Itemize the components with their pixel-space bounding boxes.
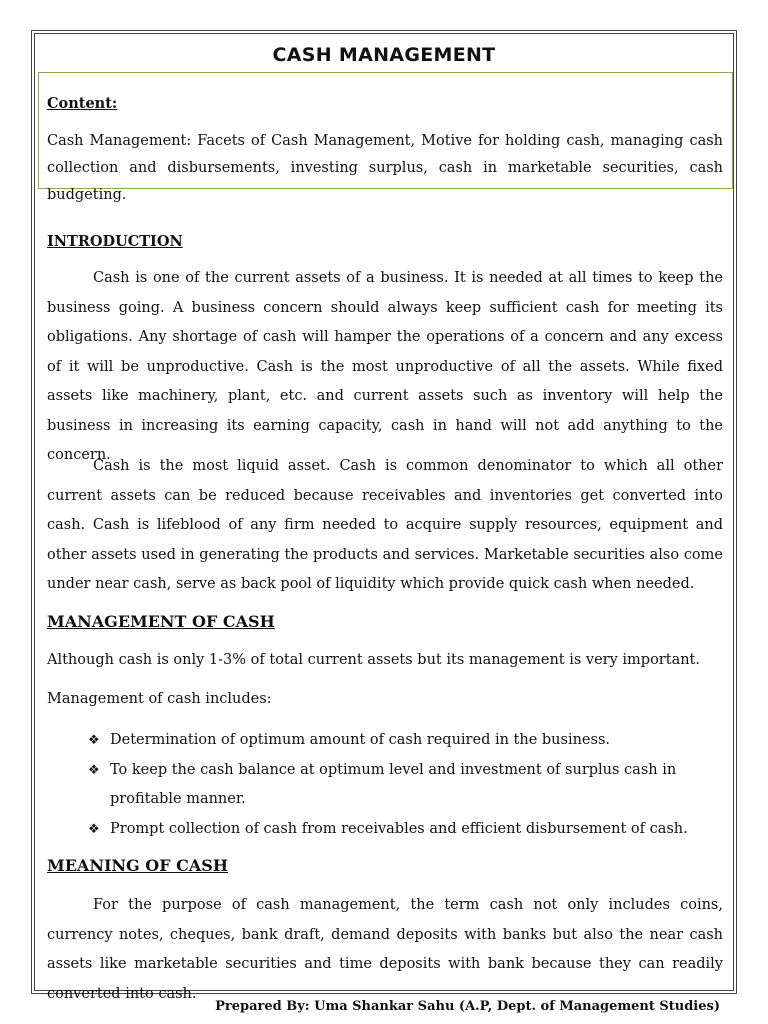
introduction-heading: INTRODUCTION xyxy=(47,233,183,250)
list-item xyxy=(88,726,724,756)
management-bullet-list xyxy=(88,726,724,844)
diamond-bullet-icon: ❖ xyxy=(88,762,100,778)
diamond-bullet-icon: ❖ xyxy=(88,821,100,837)
document-title: CASH MANAGEMENT xyxy=(272,44,496,66)
introduction-paragraph-2: Cash is the most liquid asset. Cash is common denominator to which all other current assets can be reduced because receivables and inventories get converted into cash. Cash is lifeblood of any firm needed to acquire supply resources, equipment and other assets used in generating the products and services. Marketable securities also come under near cash, serve as back pool of liquidity which provide quick cash when needed. xyxy=(47,458,723,592)
management-statement: Although cash is only 1-3% of total current assets but its management is very important. xyxy=(47,652,700,668)
list-item xyxy=(88,756,724,815)
meaning-paragraph: For the purpose of cash management, the term cash not only includes coins, currency notes, cheques, bank draft, demand deposits with banks but also the near cash assets like marketable securities and time deposits with bank because they can readily converted into cash. xyxy=(47,897,723,1002)
introduction-paragraph-1: Cash is one of the current assets of a business. It is needed at all times to keep the business going. A business concern should always keep sufficient cash for meeting its obligations. Any shortage of cash will hamper the operations of a concern and any excess of it will be unproductive. Cash is the most unproductive of all the assets. While fixed assets like machinery, plant, etc. and current assets such as inventory will help the business in increasing its earning capacity, cash in hand will not add anything to the concern. xyxy=(47,270,723,463)
management-heading: MANAGEMENT OF CASH xyxy=(47,612,275,631)
content-label: Content: xyxy=(47,95,118,112)
list-item xyxy=(88,815,724,845)
footer-credit: Prepared By: Uma Shankar Sahu (A.P, Dept. of Management Studies) xyxy=(215,999,720,1014)
management-includes-label: Management of cash includes: xyxy=(47,691,272,707)
list-item-text: To keep the cash balance at optimum level and investment of surplus cash in profitable manner. xyxy=(110,761,677,807)
meaning-heading: MEANING OF CASH xyxy=(47,856,228,875)
content-summary-text: Cash Management: Facets of Cash Management, Motive for holding cash, managing cash collection and disbursements, investing surplus, cash in marketable securities, cash budgeting. xyxy=(47,133,723,203)
diamond-bullet-icon: ❖ xyxy=(88,733,100,748)
list-item-text: Determination of optimum amount of cash required in the business. xyxy=(110,732,611,748)
list-item-text: Prompt collection of cash from receivables and efficient disbursement of cash. xyxy=(110,820,688,837)
